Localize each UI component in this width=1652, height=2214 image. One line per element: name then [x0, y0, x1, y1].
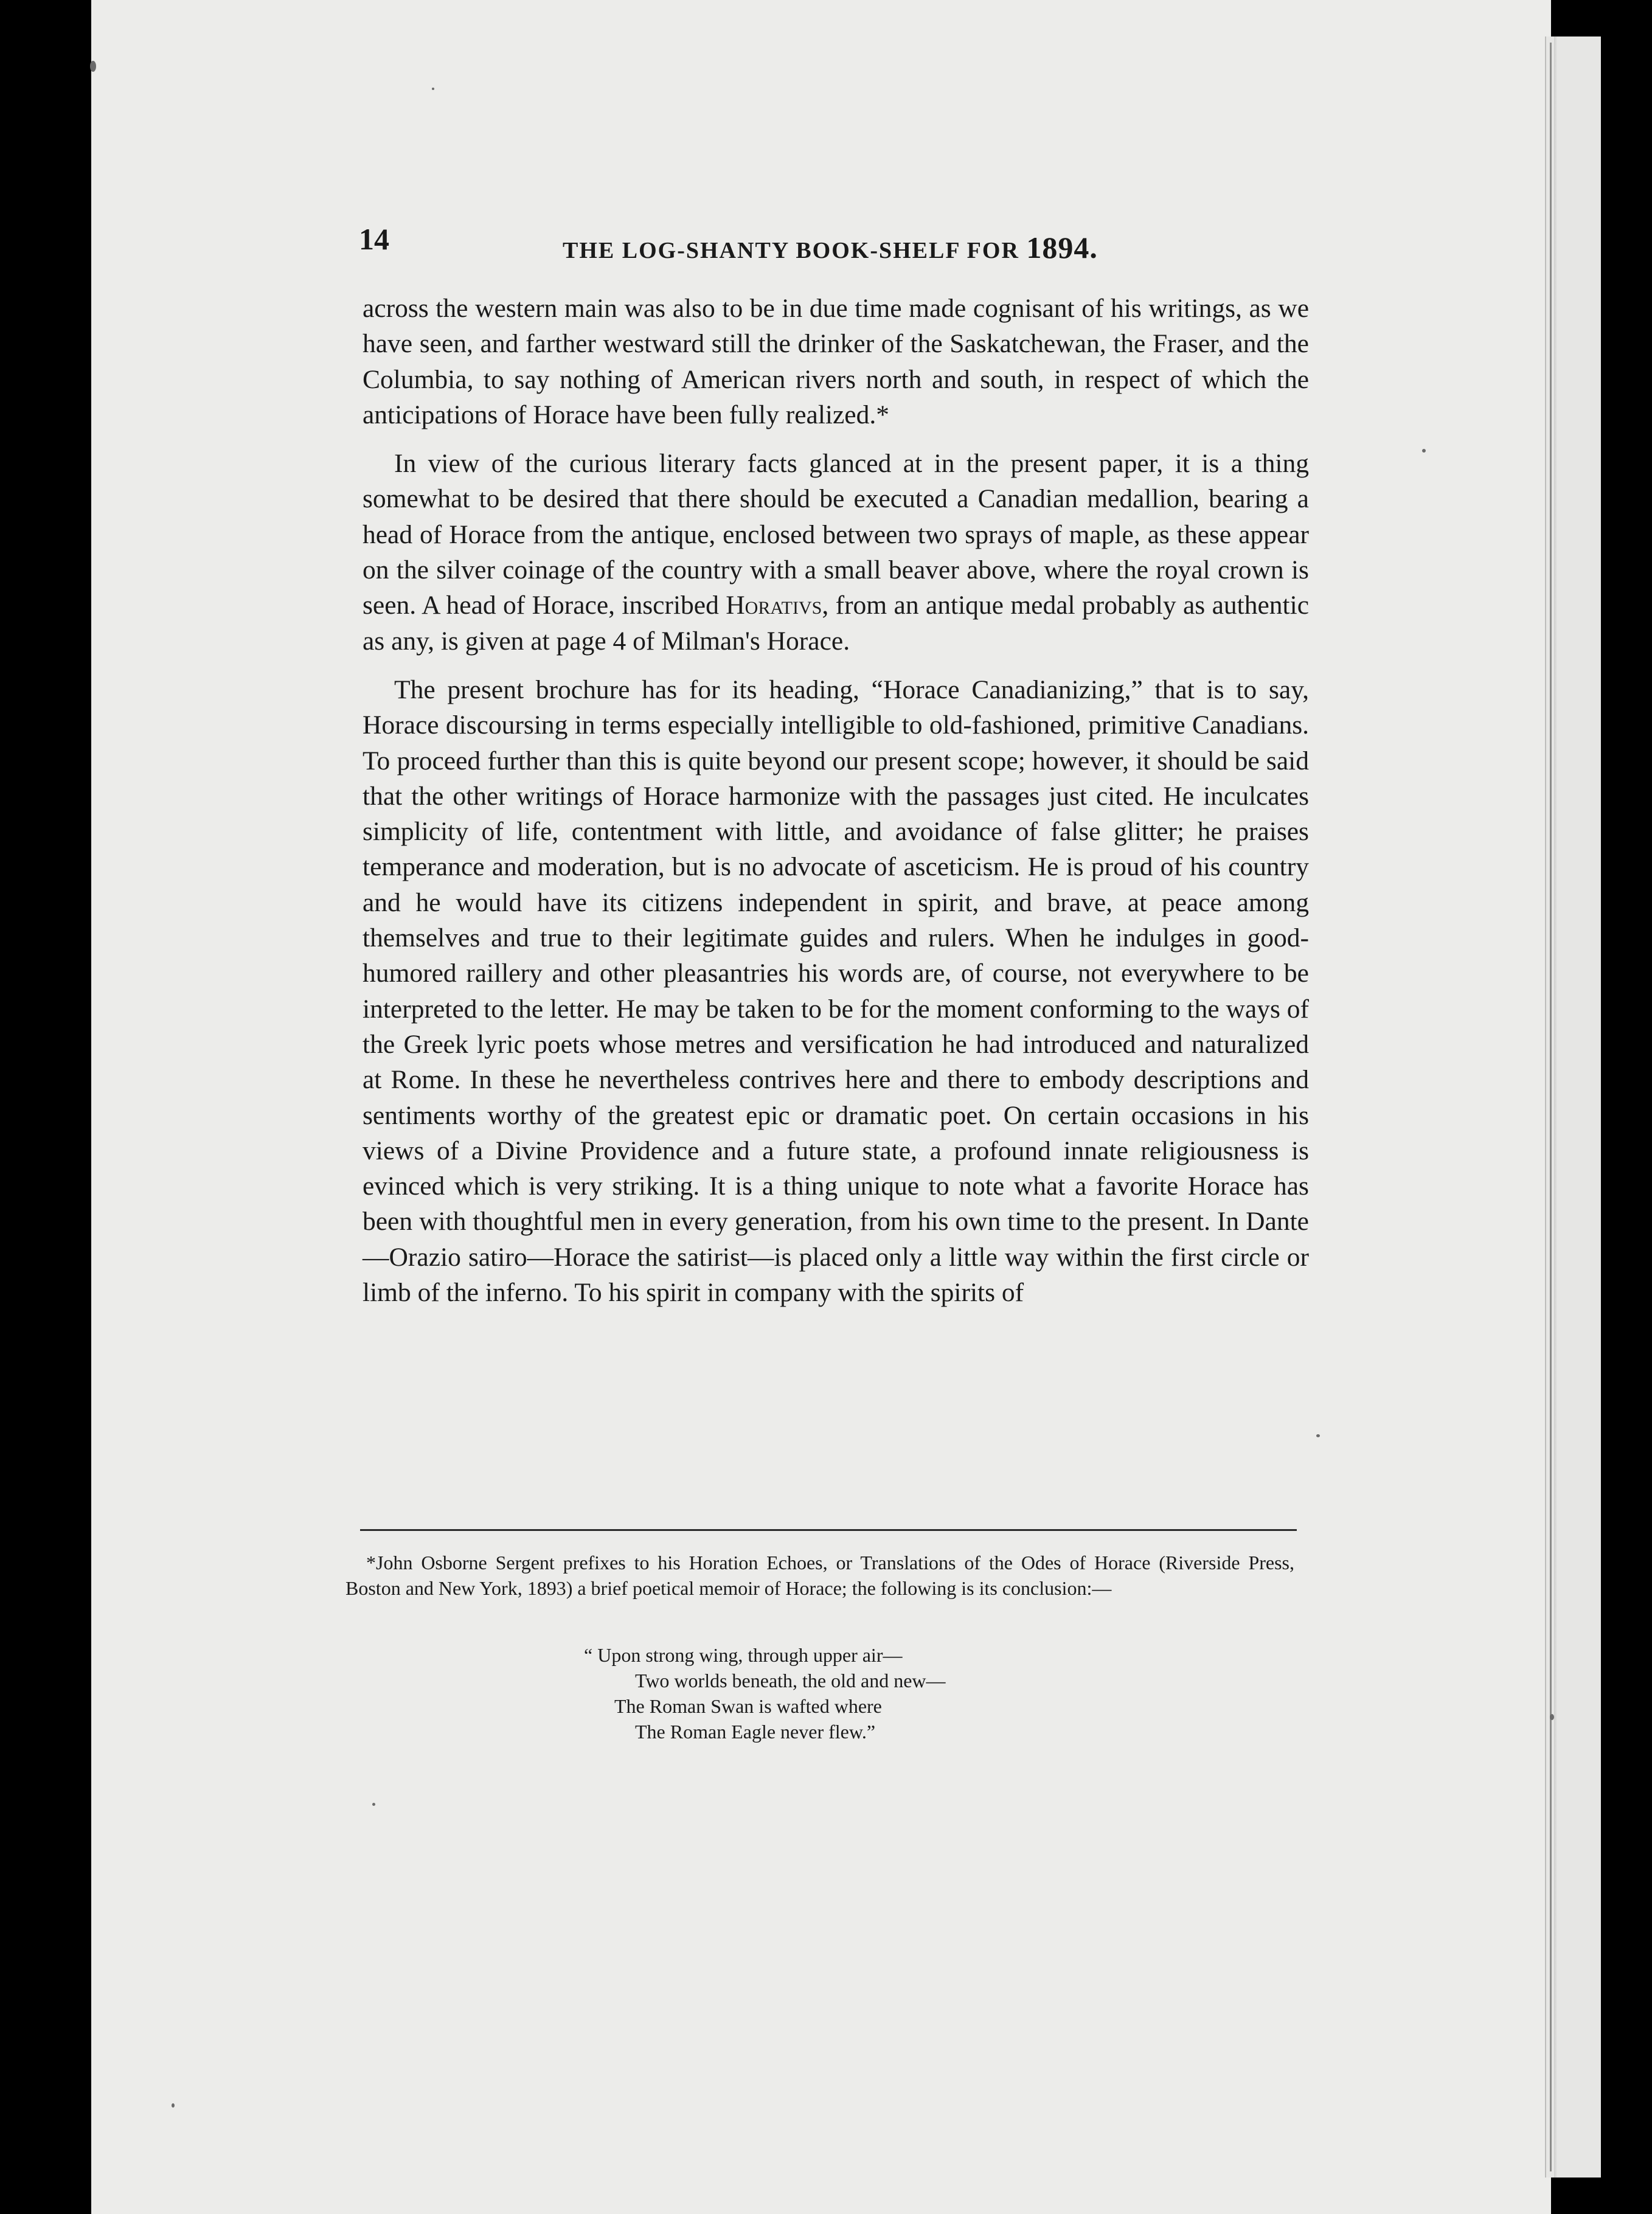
verse-line: The Roman Swan is wafted where	[614, 1695, 882, 1717]
footnote-verse	[584, 1642, 946, 1744]
footnote	[345, 1550, 1294, 1601]
running-title-year: 1894.	[1026, 231, 1098, 265]
paragraph-2-text-a: In view of the curious literary facts glanced at in the present paper, it is a thing somewhat to be desired that there should be executed a Canadian medallion, bearing a head of Horace from the antique, enclosed between two sprays of maple, as these appear on the silver coinage of the country with a small beaver above, where the royal crown is seen. A head of Horace, inscribed	[363, 449, 1309, 620]
running-title-text: THE LOG-SHANTY BOOK-SHELF FOR	[563, 238, 1019, 263]
scan-speck	[432, 88, 434, 90]
verse-line: “ Upon strong wing, through upper air—	[584, 1644, 903, 1666]
paragraph-2-text-b: , from an antique medal probably as authentic as any, is given at page 4 of Milman's Horace.	[363, 591, 1310, 656]
verse-line: The Roman Eagle never flew.”	[635, 1721, 876, 1743]
running-head	[359, 221, 1119, 264]
page-gutter	[1554, 36, 1558, 2178]
paragraph-3: The present brochure has for its heading, “Horace Canadianizing,” that is to say, Horace discoursing in terms especially intelligible to old-fashioned, primitive Canadians. To proceed further than this is quite beyond our present scope; however, it should be said that the other writings of Horace harmonize with the passages just cited. He inculcates simplicity of life, contentment with little, and avoidance of false glitter; he praises temperance and moderation, but is no advocate of asceticism. He is proud of his country and he would have its citizens independent in spirit, and brave, at peace among themselves and true to their legitimate guides and rulers. When he indulges in good-humored raillery and other pleasantries his words are, of course, not everywhere to be interpreted to the letter. He may be taken to be for the moment conforming to the ways of the Greek lyric poets whose metres and versification he had introduced and naturalized at Rome. In these he nevertheless contrives here and there to embody descriptions and sentiments worthy of the greatest epic or dramatic poet. On certain occasions in his views of a Divine Providence and a future state, a profound innate religiousness is evinced which is very striking. It is a thing unique to note what a favorite Horace has been with thoughtful men in every generation, from his own time to the present. In Dante—Orazio satiro—Horace the satirist—is placed only a little way within the first circle or limb of the inferno. To his spirit in company with the spirits of	[363, 675, 1309, 1308]
scan-speck	[90, 61, 96, 72]
footnote-rule	[360, 1529, 1297, 1531]
scan-speck	[1316, 1434, 1320, 1437]
scan-speck	[172, 2103, 175, 2108]
running-title	[563, 230, 1098, 265]
page-edge-shadow	[1550, 43, 1552, 2171]
paragraph-1: across the western main was also to be in due time made cognisant of his writings, as we have seen, and farther westward still the drinker of the Saskatchewan, the Fraser, and the Columbia, to say nothing of American rivers north and south, in respect of which the anticipations of Horace have been fully realized.*	[363, 294, 1309, 429]
scan-speck	[372, 1803, 375, 1806]
scan-speck	[1550, 1714, 1554, 1720]
page-number: 14	[359, 222, 389, 256]
verse-line: Two worlds beneath, the old and new—	[635, 1670, 946, 1692]
facing-page-edge	[1545, 36, 1601, 2178]
footnote-text: *John Osborne Sergent prefixes to his Horation Echoes, or Translations of the Odes of Horace (Riverside Press, Boston and New York, 1893) a brief poetical memoir of Horace; the following is its conclusion:—	[345, 1552, 1294, 1599]
scan-speck	[1422, 449, 1426, 453]
inscription-horativs: Horativs	[726, 591, 822, 620]
body-text	[363, 291, 1309, 1310]
paragraph-2	[363, 446, 1309, 659]
